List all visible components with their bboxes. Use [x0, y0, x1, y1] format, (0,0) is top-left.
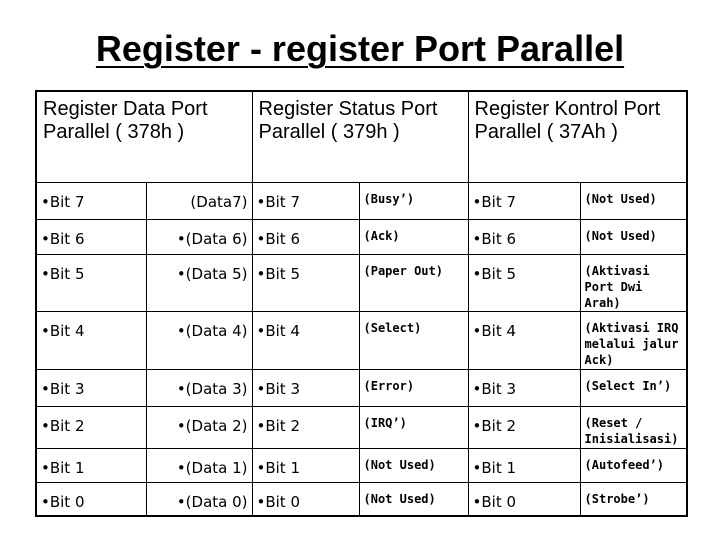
status-desc-cell: (Busy’): [359, 182, 468, 219]
table-row: [36, 406, 687, 448]
status-bit-cell: •Bit 6: [252, 219, 359, 254]
kontrol-desc-cell: (Autofeed’): [580, 448, 687, 482]
kontrol-bit-cell: •Bit 3: [468, 369, 580, 406]
table-row: [36, 254, 687, 311]
kontrol-bit-cell: •Bit 1: [468, 448, 580, 482]
data-bit-cell: •Bit 3: [36, 369, 146, 406]
status-desc-cell: (Ack): [359, 219, 468, 254]
table-row: [36, 311, 687, 369]
kontrol-desc-cell: (Not Used): [580, 219, 687, 254]
kontrol-bit-cell: •Bit 4: [468, 311, 580, 369]
status-bit-cell: •Bit 2: [252, 406, 359, 448]
register-table: [35, 90, 688, 517]
data-name-cell: •(Data 5): [146, 254, 252, 311]
page-title: Register - register Port Parallel: [95, 28, 625, 69]
kontrol-desc-cell: (Reset / Inisialisasi): [580, 406, 687, 448]
status-bit-cell: •Bit 0: [252, 482, 359, 516]
kontrol-desc-cell: (Aktivasi Port Dwi Arah): [580, 254, 687, 311]
kontrol-bit-cell: •Bit 6: [468, 219, 580, 254]
data-bit-cell: •Bit 1: [36, 448, 146, 482]
kontrol-desc-cell: (Not Used): [580, 182, 687, 219]
data-bit-cell: •Bit 2: [36, 406, 146, 448]
status-desc-cell: (Paper Out): [359, 254, 468, 311]
data-bit-cell: •Bit 7: [36, 182, 146, 219]
data-name-cell: •(Data 2): [146, 406, 252, 448]
table-row: [36, 182, 687, 219]
data-name-cell: •(Data 4): [146, 311, 252, 369]
table-row: [36, 482, 687, 516]
status-bit-cell: •Bit 3: [252, 369, 359, 406]
status-desc-cell: (IRQ’): [359, 406, 468, 448]
kontrol-bit-cell: •Bit 0: [468, 482, 580, 516]
kontrol-desc-cell: (Select In’): [580, 369, 687, 406]
data-name-cell: •(Data 0): [146, 482, 252, 516]
data-name-cell: •(Data 6): [146, 219, 252, 254]
status-bit-cell: •Bit 7: [252, 182, 359, 219]
status-desc-cell: (Not Used): [359, 448, 468, 482]
data-bit-cell: •Bit 5: [36, 254, 146, 311]
table-row: [36, 369, 687, 406]
data-name-cell: (Data7): [146, 182, 252, 219]
data-bit-cell: •Bit 6: [36, 219, 146, 254]
kontrol-desc-cell: (Strobe’): [580, 482, 687, 516]
status-bit-cell: •Bit 4: [252, 311, 359, 369]
header-data-register: Register Data Port Parallel ( 378h ): [36, 91, 252, 182]
kontrol-bit-cell: •Bit 2: [468, 406, 580, 448]
data-name-cell: •(Data 3): [146, 369, 252, 406]
status-bit-cell: •Bit 5: [252, 254, 359, 311]
status-bit-cell: •Bit 1: [252, 448, 359, 482]
register-rows: [36, 182, 687, 516]
kontrol-bit-cell: •Bit 7: [468, 182, 580, 219]
table-row: [36, 219, 687, 254]
kontrol-bit-cell: •Bit 5: [468, 254, 580, 311]
header-kontrol-register: Register Kontrol Port Parallel ( 37Ah ): [468, 91, 687, 182]
data-bit-cell: •Bit 4: [36, 311, 146, 369]
header-status-register: Register Status Port Parallel ( 379h ): [252, 91, 468, 182]
kontrol-desc-cell: (Aktivasi IRQ melalui jalur Ack): [580, 311, 687, 369]
status-desc-cell: (Not Used): [359, 482, 468, 516]
status-desc-cell: (Select): [359, 311, 468, 369]
data-name-cell: •(Data 1): [146, 448, 252, 482]
table-row: [36, 448, 687, 482]
data-bit-cell: •Bit 0: [36, 482, 146, 516]
status-desc-cell: (Error): [359, 369, 468, 406]
